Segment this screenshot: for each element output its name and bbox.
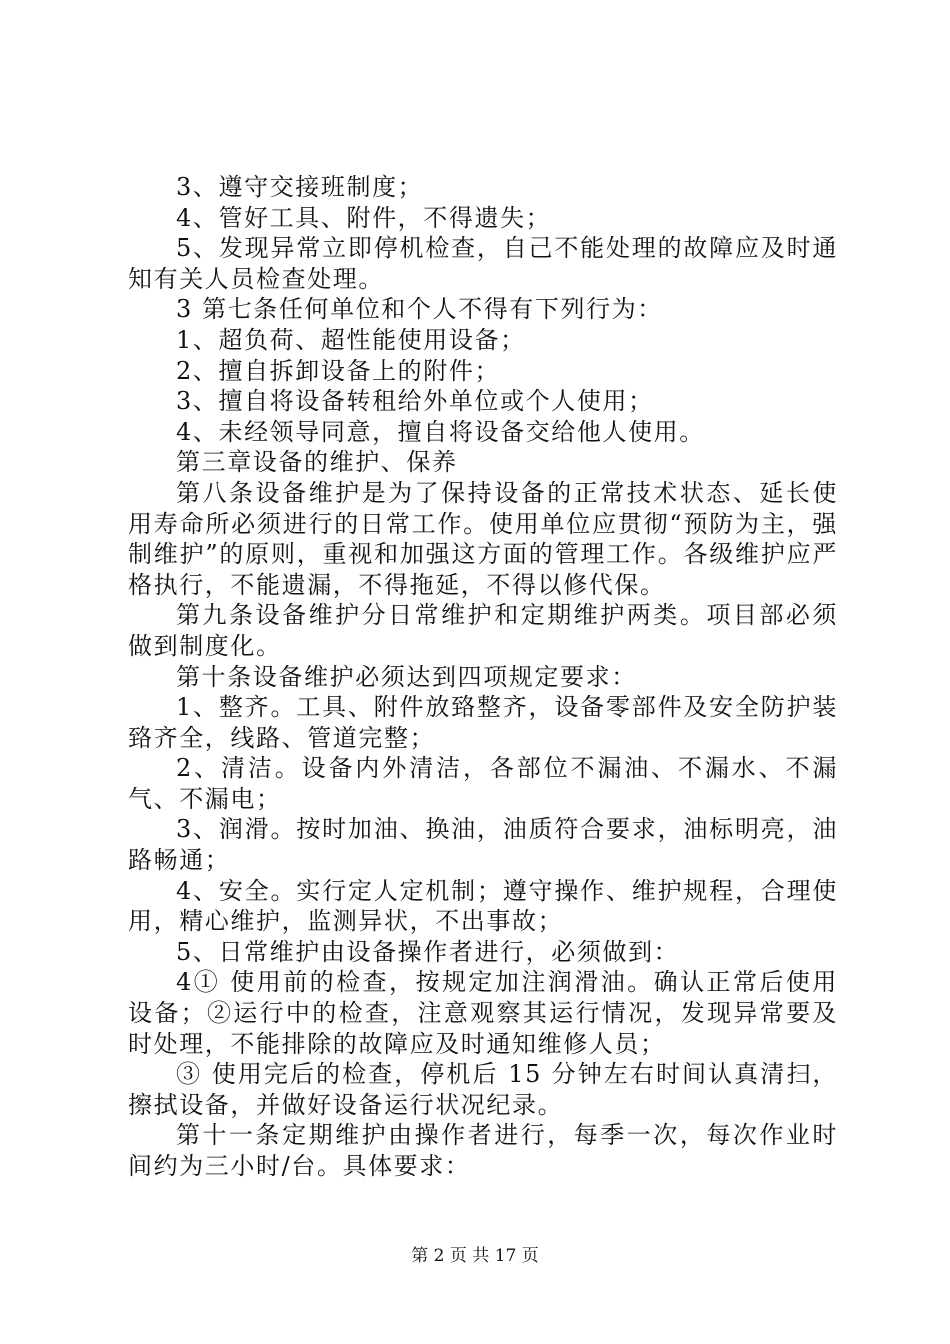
paragraph: 第十条设备维护必须达到四项规定要求： <box>176 662 637 691</box>
paragraph: 2、清洁。设备内外清洁，各部位不漏油、不漏水、不漏气、不漏电； <box>128 754 838 813</box>
paragraph: 2、擅自拆卸设备上的附件； <box>176 356 501 385</box>
paragraph: 4① 使用前的检查，按规定加注润滑油。确认正常后使用设备；②运行中的检查，注意观察其运行情况，发现异常要及时处理，不能排除的故障应及时通知维修人员； <box>128 968 838 1058</box>
paragraph: 4、管好工具、附件，不得遗失； <box>176 203 552 232</box>
paragraph: 第九条设备维护分日常维护和定期维护两类。项目部必须做到制度化。 <box>128 601 838 660</box>
paragraph: 第八条设备维护是为了保持设备的正常技术状态、延长使用寿命所必须进行的日常工作。使用单位应贯彻“预防为主，强制维护”的原则，重视和加强这方面的管理工作。各级维护应严格执行，不能遗漏，不得拖延，不得以修代保。 <box>128 478 838 599</box>
chapter-heading: 第三章设备的维护、保养 <box>176 448 458 477</box>
paragraph: 5、发现异常立即停机检查，自己不能处理的故障应及时通知有关人员检查处理。 <box>128 234 838 293</box>
paragraph: 3、擅自将设备转租给外单位或个人使用； <box>176 387 654 416</box>
paragraph: 第十一条定期维护由操作者进行，每季一次，每次作业时间约为三小时/台。具体要求： <box>128 1121 838 1180</box>
paragraph: 3 第七条任何单位和个人不得有下列行为： <box>176 295 663 324</box>
document-body <box>128 172 838 1182</box>
page-footer <box>0 1246 950 1266</box>
paragraph: 5、日常维护由设备操作者进行，必须做到： <box>176 937 680 966</box>
page-number: 第 2 页 共 17 页 <box>411 1246 539 1266</box>
paragraph: 3、润滑。按时加油、换油，油质符合要求，油标明亮，油路畅通； <box>128 815 838 875</box>
paragraph: 4、未经领导同意，擅自将设备交给他人使用。 <box>176 417 705 446</box>
paragraph: ③ 使用完后的检查，停机后 15 分钟左右时间认真清扫，擦拭设备，并做好设备运行状况纪录。 <box>128 1060 838 1119</box>
paragraph: 4、安全。实行定人定机制；遵守操作、维护规程，合理使用，精心维护，监测异状，不出事故； <box>128 876 838 936</box>
paragraph: 3、遵守交接班制度； <box>176 173 424 201</box>
paragraph: 1、超负荷、超性能使用设备； <box>176 325 526 354</box>
paragraph: 1、整齐。工具、附件放臵整齐，设备零部件及安全防护装臵齐全，线路、管道完整； <box>128 693 838 752</box>
